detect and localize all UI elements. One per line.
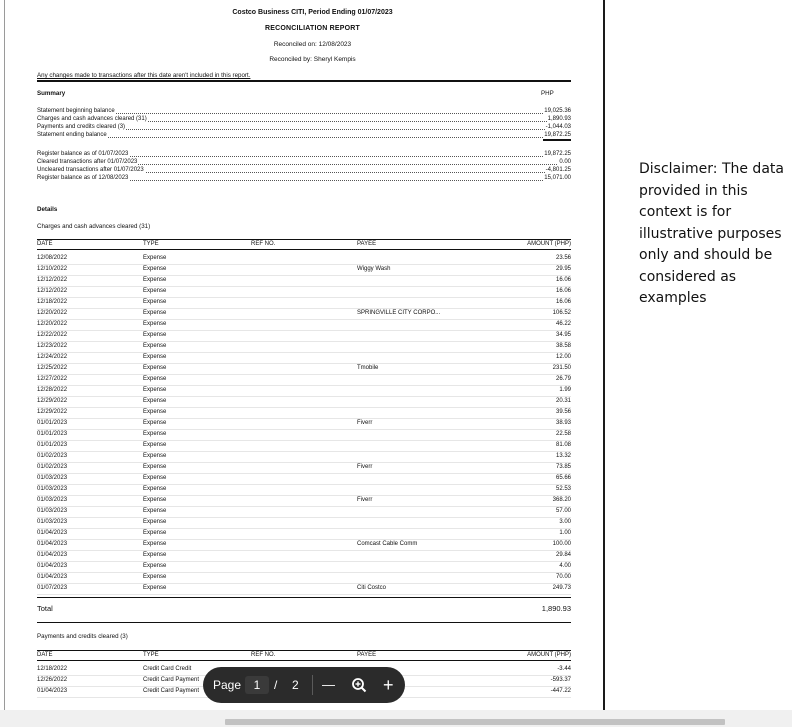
cell-payee: SPRINGVILLE CITY CORPO... xyxy=(357,310,441,316)
total-label: Total xyxy=(37,604,53,613)
cell-type: Expense xyxy=(143,420,167,426)
summary-row xyxy=(37,132,571,139)
cell-type: Expense xyxy=(143,574,167,580)
cell-amount: 13.32 xyxy=(555,453,571,459)
viewer-left-margin xyxy=(0,0,20,710)
cell-amount: 22.58 xyxy=(555,431,571,437)
cell-amount: 34.95 xyxy=(555,332,571,338)
cell-date: 12/27/2022 xyxy=(37,376,68,382)
cell-type: Expense xyxy=(143,431,167,437)
cell-type: Expense xyxy=(143,563,167,569)
col-ref: REF NO. xyxy=(251,652,276,658)
cell-date: 12/26/2022 xyxy=(37,677,68,683)
total-pages: 2 xyxy=(292,678,299,692)
summary-label: Payments and credits cleared (3) xyxy=(37,124,126,130)
cell-amount: 52.53 xyxy=(555,486,571,492)
cell-type: Credit Card Credit xyxy=(143,666,192,672)
cell-type: Credit Card Payment xyxy=(143,688,200,694)
cell-date: 01/01/2023 xyxy=(37,420,68,426)
cell-date: 12/08/2022 xyxy=(37,255,68,261)
cell-payee: Wiggy Wash xyxy=(357,266,391,272)
cell-type: Credit Card Payment xyxy=(143,677,200,683)
summary-row xyxy=(37,159,571,166)
cell-type: Expense xyxy=(143,277,167,283)
col-date: DATE xyxy=(37,241,53,247)
summary-label: Register balance as of 01/07/2023 xyxy=(37,151,129,157)
summary-value: 1,890.93 xyxy=(547,116,571,122)
summary-row xyxy=(37,175,571,182)
cell-date: 12/18/2022 xyxy=(37,666,68,672)
viewer-left-edge xyxy=(4,0,5,710)
summary-row xyxy=(37,124,571,131)
cell-payee: Fiverr xyxy=(357,497,373,503)
pdf-page xyxy=(22,0,603,710)
cell-date: 01/02/2023 xyxy=(37,453,68,459)
total-divider xyxy=(37,597,571,598)
cell-type: Expense xyxy=(143,453,167,459)
cell-type: Expense xyxy=(143,398,167,404)
divider xyxy=(37,80,571,82)
cell-date: 01/01/2023 xyxy=(37,442,68,448)
cell-date: 01/03/2023 xyxy=(37,519,68,525)
col-payee: PAYEE xyxy=(357,652,377,658)
cell-date: 12/20/2022 xyxy=(37,310,68,316)
summary-label: Statement ending balance xyxy=(37,132,107,138)
cell-amount: 38.93 xyxy=(555,420,571,426)
cell-type: Expense xyxy=(143,255,167,261)
cell-date: 12/18/2022 xyxy=(37,299,68,305)
summary-label: Statement beginning balance xyxy=(37,108,115,114)
report-subtitle: RECONCILIATION REPORT xyxy=(264,25,361,32)
total-value: 1,890.93 xyxy=(541,604,571,613)
cell-date: 12/22/2022 xyxy=(37,332,68,338)
cell-type: Expense xyxy=(143,464,167,470)
cell-date: 01/02/2023 xyxy=(37,464,68,470)
cell-type: Expense xyxy=(143,365,167,371)
cell-amount: 16.06 xyxy=(555,277,571,283)
cell-type: Expense xyxy=(143,530,167,536)
summary-label: Uncleared transactions after 01/07/2023 xyxy=(37,167,144,173)
summary-heading: Summary xyxy=(37,90,66,97)
cell-type: Expense xyxy=(143,409,167,415)
summary-label: Charges and cash advances cleared (31) xyxy=(37,116,147,122)
summary-value: 15,071.00 xyxy=(544,175,571,181)
cell-amount: 12.00 xyxy=(555,354,571,360)
cell-amount: 4.00 xyxy=(559,563,571,569)
cell-type: Expense xyxy=(143,475,167,481)
payments-table-header xyxy=(37,650,571,661)
col-amount: AMOUNT (PHP) xyxy=(527,241,571,247)
summary-value: -4,801.25 xyxy=(545,167,571,173)
summary-row xyxy=(37,116,571,123)
cell-amount: -447.22 xyxy=(550,688,571,694)
table-row xyxy=(37,583,571,595)
cell-payee: Fiverr xyxy=(357,420,373,426)
cell-amount: 100.00 xyxy=(552,541,571,547)
cell-amount: 16.06 xyxy=(555,299,571,305)
cell-amount: 20.31 xyxy=(555,398,571,404)
cell-type: Expense xyxy=(143,519,167,525)
cell-amount: 38.58 xyxy=(555,343,571,349)
cell-date: 01/03/2023 xyxy=(37,475,68,481)
total-bottom-line xyxy=(37,622,571,623)
cell-amount: 3.00 xyxy=(559,519,571,525)
cell-amount: 81.08 xyxy=(555,442,571,448)
page-label: Page xyxy=(213,678,242,692)
zoom-out-button[interactable]: — xyxy=(322,677,335,692)
cell-date: 01/04/2023 xyxy=(37,552,68,558)
cell-amount: 16.06 xyxy=(555,288,571,294)
zoom-in-button[interactable]: + xyxy=(383,675,394,695)
cell-date: 12/25/2022 xyxy=(37,365,68,371)
cell-type: Expense xyxy=(143,288,167,294)
horizontal-scroll-thumb[interactable] xyxy=(225,719,725,725)
cell-amount: 57.00 xyxy=(555,508,571,514)
cell-type: Expense xyxy=(143,442,167,448)
cell-date: 01/01/2023 xyxy=(37,431,68,437)
charges-subtitle: Charges and cash advances cleared (31) xyxy=(37,223,151,230)
cell-date: 12/12/2022 xyxy=(37,277,68,283)
change-notice: Any changes made to transactions after this date aren't included in this report. xyxy=(37,72,251,79)
summary-value: 19,872.25 xyxy=(544,151,571,157)
cell-type: Expense xyxy=(143,299,167,305)
cell-payee: Citi Costco xyxy=(357,585,387,591)
disclaimer-text: Disclaimer: The data provided in this context is for illustrative purposes only and should be considered as examples xyxy=(639,161,784,306)
cell-amount: 73.85 xyxy=(555,464,571,470)
cell-amount: 39.56 xyxy=(555,409,571,415)
cell-date: 01/04/2023 xyxy=(37,563,68,569)
cell-date: 12/10/2022 xyxy=(37,266,68,272)
charges-table-header xyxy=(37,239,571,250)
cell-type: Expense xyxy=(143,552,167,558)
cell-date: 01/04/2023 xyxy=(37,541,68,547)
reconciled-by: Reconciled by: Sheryl Kempis xyxy=(269,56,356,63)
cell-date: 01/03/2023 xyxy=(37,508,68,514)
cell-date: 01/03/2023 xyxy=(37,497,68,503)
cell-amount: -593.37 xyxy=(550,677,571,683)
cell-amount: 29.95 xyxy=(555,266,571,272)
cell-date: 12/20/2022 xyxy=(37,321,68,327)
pdf-toolbar xyxy=(203,667,405,703)
summary-label: Register balance as of 12/08/2023 xyxy=(37,175,129,181)
col-type: TYPE xyxy=(143,241,159,247)
cell-amount: 65.66 xyxy=(555,475,571,481)
cell-date: 01/04/2023 xyxy=(37,530,68,536)
cell-amount: 29.84 xyxy=(555,552,571,558)
cell-date: 01/04/2023 xyxy=(37,688,68,694)
cell-amount: 23.56 xyxy=(555,255,571,261)
summary-row xyxy=(37,167,571,174)
col-amount: AMOUNT (PHP) xyxy=(527,652,571,658)
cell-type: Expense xyxy=(143,585,167,591)
leader-dots xyxy=(37,113,571,114)
reconciled-on: Reconciled on: 12/08/2023 xyxy=(273,41,352,48)
page-separator: / xyxy=(274,678,278,692)
cell-amount: 1.99 xyxy=(559,387,571,393)
report-title: Costco Business CITI, Period Ending 01/07/2023 xyxy=(232,9,393,16)
toolbar-divider xyxy=(312,675,313,695)
payments-subtitle: Payments and credits cleared (3) xyxy=(37,633,128,640)
cell-amount: 1.00 xyxy=(559,530,571,536)
cell-type: Expense xyxy=(143,376,167,382)
cell-amount: 106.52 xyxy=(552,310,571,316)
summary-value: 0.00 xyxy=(559,159,571,165)
cell-amount: 26.79 xyxy=(555,376,571,382)
cell-payee: Tmobile xyxy=(357,365,379,371)
cell-amount: 368.20 xyxy=(552,497,571,503)
cell-date: 12/24/2022 xyxy=(37,354,68,360)
cell-date: 01/04/2023 xyxy=(37,574,68,580)
col-date: DATE xyxy=(37,652,53,658)
cell-amount: 249.73 xyxy=(552,585,571,591)
zoom-fit-button[interactable] xyxy=(351,667,367,703)
currency-label: PHP xyxy=(541,90,554,97)
cell-date: 12/12/2022 xyxy=(37,288,68,294)
cell-type: Expense xyxy=(143,310,167,316)
summary-row xyxy=(37,108,571,115)
cell-type: Expense xyxy=(143,332,167,338)
page-right-edge xyxy=(603,0,605,710)
cell-date: 01/07/2023 xyxy=(37,585,68,591)
cell-type: Expense xyxy=(143,266,167,272)
cell-date: 12/23/2022 xyxy=(37,343,68,349)
col-type: TYPE xyxy=(143,652,159,658)
cell-type: Expense xyxy=(143,321,167,327)
cell-type: Expense xyxy=(143,354,167,360)
zoom-search-icon xyxy=(351,667,367,703)
cell-type: Expense xyxy=(143,343,167,349)
summary-value: -1,044.03 xyxy=(545,124,571,130)
details-heading: Details xyxy=(37,206,58,213)
col-ref: REF NO. xyxy=(251,241,276,247)
cell-type: Expense xyxy=(143,387,167,393)
summary-row xyxy=(37,151,571,158)
cell-payee: Fiverr xyxy=(357,464,373,470)
cell-payee: Comcast Cable Comm xyxy=(357,541,418,547)
col-payee: PAYEE xyxy=(357,241,377,247)
cell-type: Expense xyxy=(143,486,167,492)
cell-amount: 46.22 xyxy=(555,321,571,327)
cell-amount: 231.50 xyxy=(552,365,571,371)
summary-label: Cleared transactions after 01/07/2023 xyxy=(37,159,138,165)
cell-type: Expense xyxy=(143,508,167,514)
cell-type: Expense xyxy=(143,541,167,547)
leader-dots xyxy=(37,137,571,138)
cell-date: 12/28/2022 xyxy=(37,387,68,393)
summary-value: 19,872.25 xyxy=(543,132,571,141)
cell-amount: -3.44 xyxy=(557,666,571,672)
cell-date: 01/03/2023 xyxy=(37,486,68,492)
page-number-input[interactable]: 1 xyxy=(245,676,269,694)
summary-value: 19,025.36 xyxy=(544,108,571,114)
cell-amount: 70.00 xyxy=(555,574,571,580)
cell-date: 12/29/2022 xyxy=(37,409,68,415)
cell-date: 12/29/2022 xyxy=(37,398,68,404)
cell-type: Expense xyxy=(143,497,167,503)
